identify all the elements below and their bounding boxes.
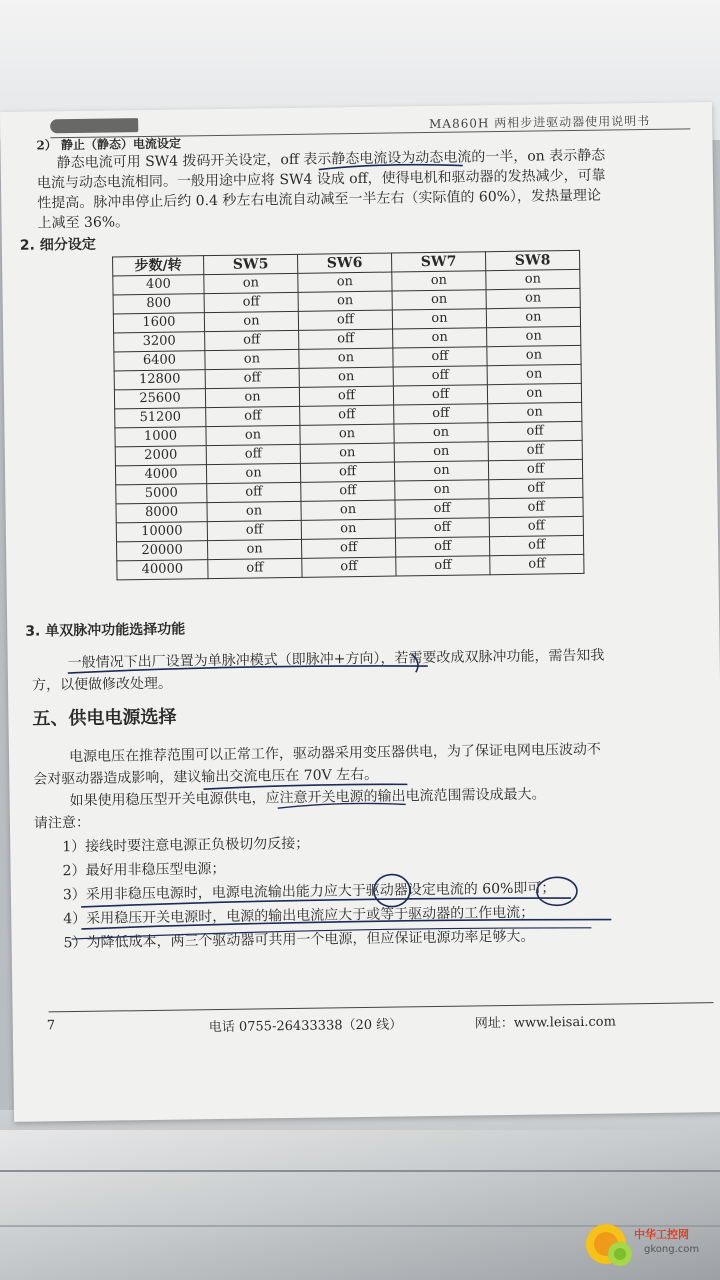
header-title: MA860H 两相步进驱动器使用说明书 <box>428 113 651 132</box>
power-line: 如果使用稳压型开关电源供电，应注意开关电源的输出电流范围需设成最大。 <box>69 786 546 810</box>
switch-cell: on <box>392 271 486 291</box>
static-current-heading: 2） 静止（静态）电流设定 <box>36 136 182 153</box>
switch-cell: off <box>299 329 393 349</box>
switch-cell: on <box>206 463 300 483</box>
switch-cell: off <box>393 385 487 405</box>
switch-cell: off <box>302 557 396 577</box>
switch-cell: on <box>392 290 486 310</box>
switch-cell: off <box>489 535 583 555</box>
watermark-url: gkong.com <box>644 1244 700 1255</box>
power-line: 会对驱动器造成影响，建议输出交流电压在 70V 左右。 <box>33 766 379 788</box>
switch-cell: on <box>205 349 299 369</box>
switch-cell: on <box>486 288 580 308</box>
switch-cell: off <box>204 292 298 312</box>
note-item: 4）采用稳压开关电源时，电源的输出电流应大于或等于驱动器的工作电流； <box>63 904 535 928</box>
switch-cell: off <box>205 330 299 350</box>
switch-cell: off <box>488 421 582 441</box>
switch-cell: on <box>204 311 298 331</box>
site-watermark <box>586 1220 716 1270</box>
switch-cell: on <box>205 387 299 407</box>
switch-cell: off <box>207 520 301 540</box>
static-current-line: 静态电流可用 SW4 拨码开关设定，off 表示静态电流设为动态电流的一半，on 表示静态 <box>56 147 606 172</box>
steps-cell: 20000 <box>117 541 208 561</box>
static-current-line: 电流与动态电流相同。一般用途中应将 SW4 设成 off，使得电机和驱动器的发热减少，可靠 <box>36 167 606 192</box>
switch-cell: on <box>487 383 581 403</box>
switch-cell: off <box>490 554 584 574</box>
steps-cell: 5000 <box>116 484 207 504</box>
switch-cell: on <box>394 423 488 443</box>
switch-cell: on <box>395 480 489 500</box>
page-number: 7 <box>46 1018 56 1034</box>
gear-icon <box>608 1242 632 1266</box>
switch-cell: off <box>207 482 301 502</box>
steps-cell: 12800 <box>114 370 205 390</box>
switch-cell: on <box>300 443 394 463</box>
switch-cell: on <box>298 291 392 311</box>
switch-cell: off <box>394 404 488 424</box>
switch-cell: off <box>300 405 394 425</box>
subdivision-table <box>112 250 584 581</box>
switch-cell: on <box>487 326 581 346</box>
document-page <box>0 102 720 1122</box>
switch-cell: on <box>208 539 302 559</box>
switch-cell: off <box>488 459 582 479</box>
switch-cell: off <box>489 478 583 498</box>
footer-phone: 电话 0755-26433338（20 线） <box>208 1017 403 1036</box>
tray-edge <box>0 1170 720 1172</box>
switch-cell: on <box>394 461 488 481</box>
column-header: SW7 <box>392 252 486 272</box>
switch-cell: off <box>301 538 395 558</box>
steps-cell: 800 <box>113 294 204 314</box>
static-current-line: 性提高。脉冲串停止后约 0.4 秒左右电流自动减至一半左右（实际值的 60%），发热量理论 <box>37 187 602 212</box>
watermark-name: 中华工控网 <box>634 1228 689 1241</box>
column-header: SW6 <box>298 253 392 273</box>
steps-cell: 3200 <box>114 332 205 352</box>
power-line: 电源电压在推荐范围可以正常工作，驱动器采用变压器供电，为了保证电网电压波动不 <box>68 741 602 766</box>
switch-cell: off <box>395 537 489 557</box>
notice-label: 请注意： <box>33 814 91 832</box>
steps-cell: 2000 <box>115 446 206 466</box>
steps-cell: 51200 <box>115 408 206 428</box>
pulse-heading: 3. 单双脉冲功能选择功能 <box>25 621 186 640</box>
note-item: 3）采用非稳压电源时，电源电流输出能力应大于驱动器设定电流的 60%即可； <box>62 880 556 904</box>
switch-cell: off <box>301 481 395 501</box>
steps-cell: 4000 <box>115 465 206 485</box>
company-logo <box>50 118 138 133</box>
switch-cell: on <box>298 272 392 292</box>
switch-cell: on <box>486 307 580 327</box>
switch-cell: on <box>299 367 393 387</box>
switch-cell: off <box>206 444 300 464</box>
pulse-line: 方，以便做修改处理。 <box>31 675 173 694</box>
power-heading: 五、供电电源选择 <box>32 706 177 730</box>
steps-cell: 1600 <box>113 313 204 333</box>
note-item: 1）接线时要注意电源正负极切勿反接； <box>62 835 310 856</box>
switch-cell: on <box>300 424 394 444</box>
steps-cell: 8000 <box>116 503 207 523</box>
switch-cell: off <box>298 310 392 330</box>
steps-cell: 6400 <box>114 351 205 371</box>
switch-cell: off <box>489 516 583 536</box>
switch-cell: on <box>299 348 393 368</box>
switch-cell: off <box>395 518 489 538</box>
switch-cell: off <box>205 368 299 388</box>
switch-cell: off <box>208 558 302 578</box>
footer-website: 网址：www.leisai.com <box>474 1014 617 1032</box>
subdivision-heading: 2. 细分设定 <box>19 236 96 254</box>
note-item: 2）最好用非稳压型电源； <box>62 860 226 880</box>
column-header: SW8 <box>485 250 579 270</box>
switch-cell: off <box>489 497 583 517</box>
switch-cell: off <box>300 462 394 482</box>
switch-cell: on <box>207 501 301 521</box>
switch-cell: on <box>486 269 580 289</box>
column-header: 步数/转 <box>113 256 204 276</box>
switch-cell: off <box>206 406 300 426</box>
steps-cell: 40000 <box>117 560 208 580</box>
switch-cell: off <box>299 386 393 406</box>
column-header: SW5 <box>204 254 298 274</box>
switch-cell: off <box>393 366 487 386</box>
switch-cell: off <box>488 440 582 460</box>
switch-cell: on <box>394 442 488 462</box>
steps-cell: 400 <box>113 275 204 295</box>
switch-cell: off <box>393 347 487 367</box>
switch-cell: off <box>395 499 489 519</box>
switch-cell: on <box>392 309 486 329</box>
switch-cell: on <box>488 402 582 422</box>
switch-cell: on <box>487 364 581 384</box>
switch-cell: on <box>393 328 487 348</box>
steps-cell: 25600 <box>114 389 205 409</box>
steps-cell: 1000 <box>115 427 206 447</box>
switch-cell: on <box>206 425 300 445</box>
static-current-line: 上减至 36%。 <box>37 214 130 232</box>
switch-cell: on <box>487 345 581 365</box>
note-item: 5）为降低成本，两三个驱动器可共用一个电源，但应保证电源功率足够大。 <box>63 928 535 952</box>
switch-cell: on <box>301 500 395 520</box>
switch-cell: on <box>301 519 395 539</box>
switch-cell: on <box>204 273 298 293</box>
pulse-line: 一般情况下出厂设置为单脉冲模式（即脉冲+方向），若需要改成双脉冲功能，需告知我 <box>67 647 605 672</box>
steps-cell: 10000 <box>116 522 207 542</box>
switch-cell: off <box>396 556 490 576</box>
